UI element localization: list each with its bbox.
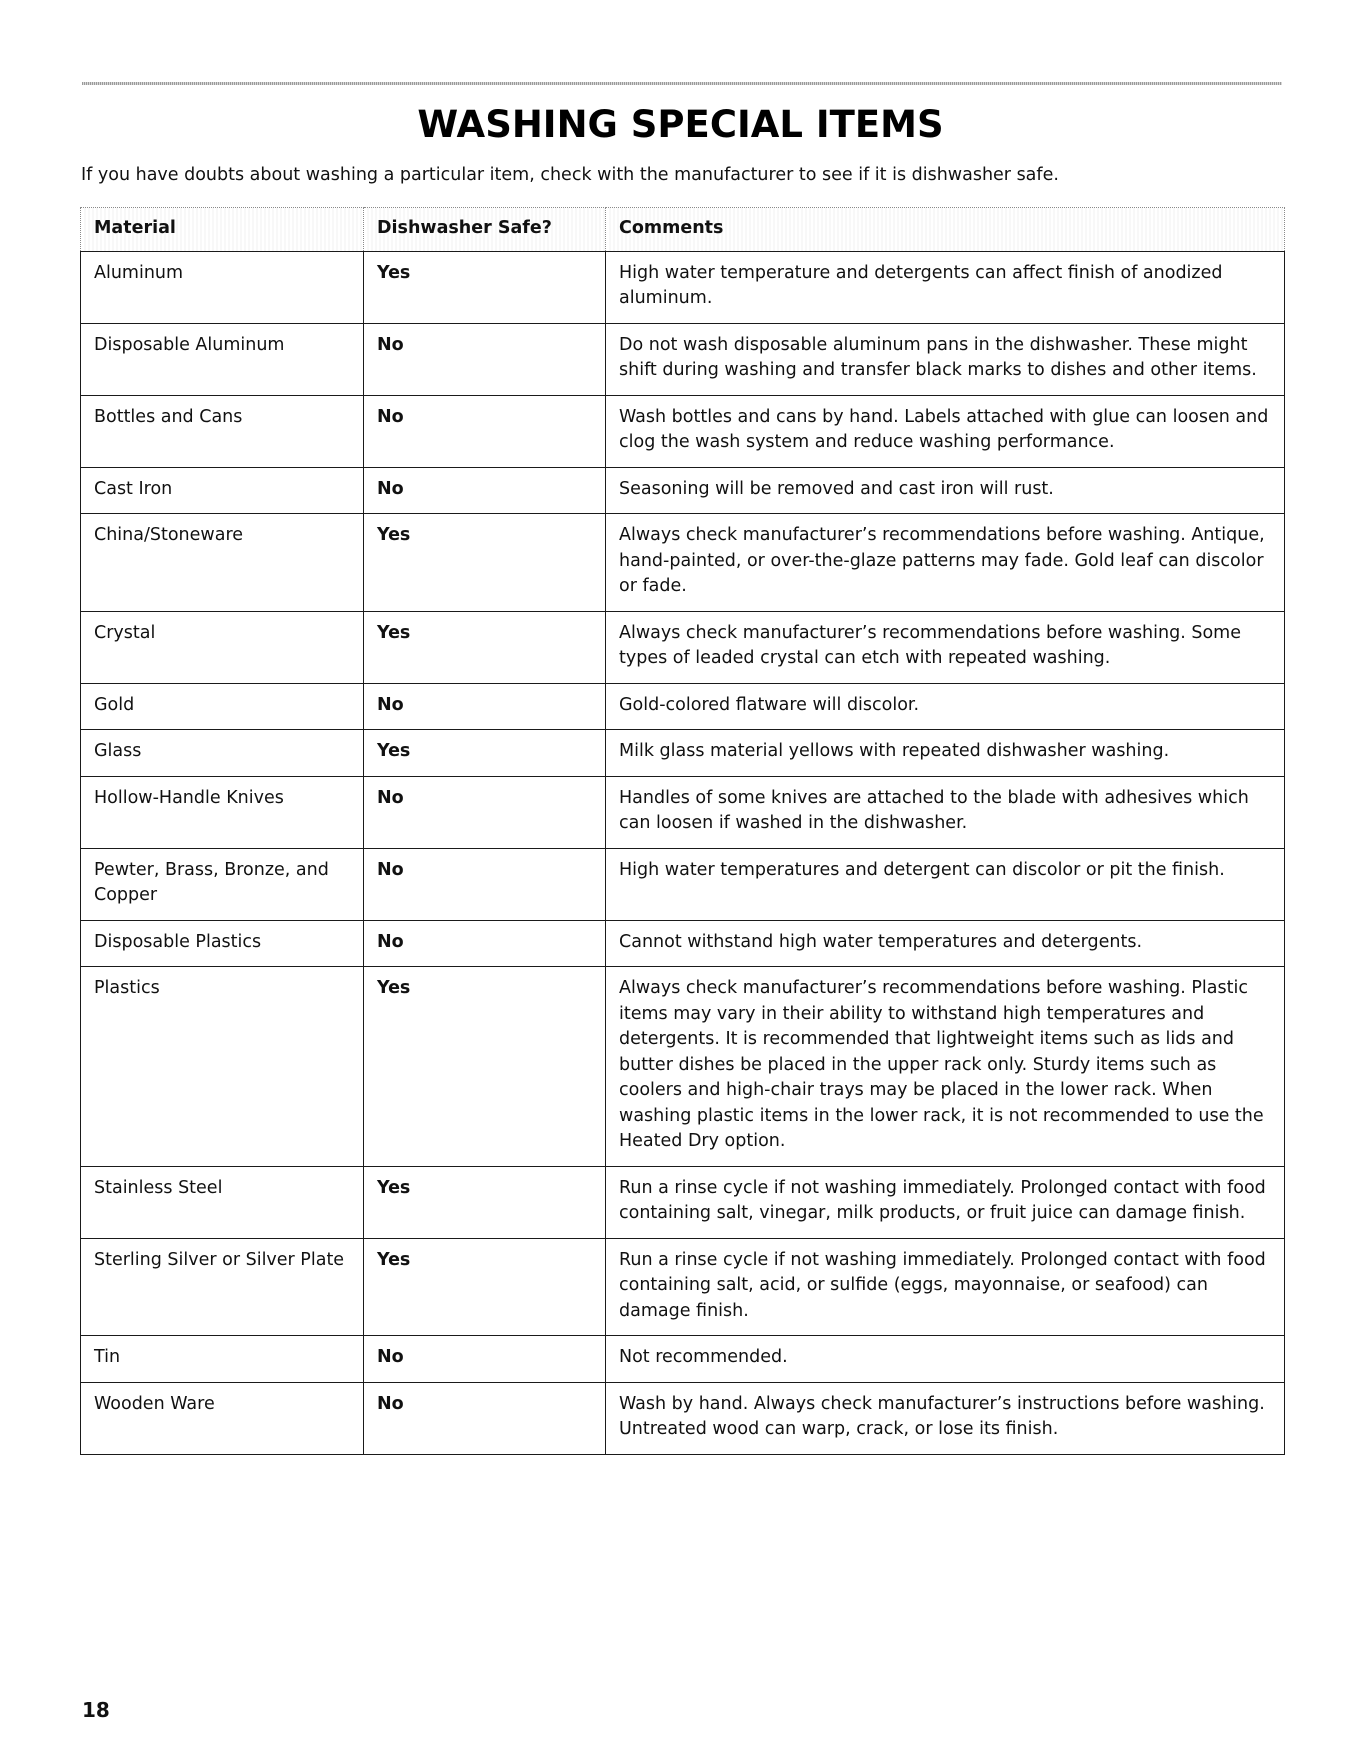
page-number: 18 bbox=[82, 1698, 110, 1722]
table-row bbox=[81, 730, 1285, 777]
safe-cell: No bbox=[364, 920, 606, 967]
material-cell: Cast Iron bbox=[81, 467, 364, 514]
material-cell: Stainless Steel bbox=[81, 1166, 364, 1238]
material-cell: Plastics bbox=[81, 967, 364, 1167]
material-cell: Glass bbox=[81, 730, 364, 777]
table-row bbox=[81, 251, 1285, 323]
material-cell: Disposable Aluminum bbox=[81, 323, 364, 395]
comment-cell: High water temperature and detergents can affect finish of anodized aluminum. bbox=[606, 251, 1285, 323]
header-material: Material bbox=[81, 208, 364, 252]
material-cell: Sterling Silver or Silver Plate bbox=[81, 1238, 364, 1336]
safe-cell: Yes bbox=[364, 730, 606, 777]
safe-cell: No bbox=[364, 776, 606, 848]
material-cell: Bottles and Cans bbox=[81, 395, 364, 467]
safe-cell: No bbox=[364, 467, 606, 514]
safe-cell: No bbox=[364, 1382, 606, 1454]
material-cell: Wooden Ware bbox=[81, 1382, 364, 1454]
comment-cell: Gold-colored flatware will discolor. bbox=[606, 683, 1285, 730]
comment-cell: Run a rinse cycle if not washing immediately. Prolonged contact with food containing salt, vinegar, milk products, or fruit juice can damage finish. bbox=[606, 1166, 1285, 1238]
safe-cell: Yes bbox=[364, 514, 606, 612]
safe-cell: No bbox=[364, 848, 606, 920]
header-dishwasher-safe: Dishwasher Safe? bbox=[364, 208, 606, 252]
comment-cell: Do not wash disposable aluminum pans in the dishwasher. These might shift during washing and transfer black marks to dishes and other items. bbox=[606, 323, 1285, 395]
materials-table bbox=[80, 207, 1285, 1455]
material-cell: Hollow-Handle Knives bbox=[81, 776, 364, 848]
material-cell: Aluminum bbox=[81, 251, 364, 323]
comment-cell: Milk glass material yellows with repeated dishwasher washing. bbox=[606, 730, 1285, 777]
comment-cell: Run a rinse cycle if not washing immediately. Prolonged contact with food containing salt, acid, or sulfide (eggs, mayonnaise, or seafood) can damage finish. bbox=[606, 1238, 1285, 1336]
comment-cell: Wash bottles and cans by hand. Labels attached with glue can loosen and clog the wash system and reduce washing performance. bbox=[606, 395, 1285, 467]
material-cell: Crystal bbox=[81, 611, 364, 683]
comment-cell: Always check manufacturer’s recommendations before washing. Some types of leaded crystal can etch with repeated washing. bbox=[606, 611, 1285, 683]
intro-text: If you have doubts about washing a particular item, check with the manufacturer to see if it is dishwasher safe. bbox=[81, 165, 1059, 185]
safe-cell: No bbox=[364, 395, 606, 467]
comment-cell: Handles of some knives are attached to the blade with adhesives which can loosen if washed in the dishwasher. bbox=[606, 776, 1285, 848]
material-cell: Tin bbox=[81, 1336, 364, 1383]
table-row bbox=[81, 323, 1285, 395]
table-header-row bbox=[81, 208, 1285, 252]
comment-cell: Not recommended. bbox=[606, 1336, 1285, 1383]
safe-cell: Yes bbox=[364, 1166, 606, 1238]
safe-cell: Yes bbox=[364, 1238, 606, 1336]
safe-cell: No bbox=[364, 1336, 606, 1383]
material-cell: Pewter, Brass, Bronze, and Copper bbox=[81, 848, 364, 920]
comment-cell: Always check manufacturer’s recommendations before washing. Plastic items may vary in their ability to withstand high temperatures and detergents. It is recommended that lightweight items such as lids and butter dishes be placed in the upper rack only. Sturdy items such as coolers and high-chair trays may be placed in the lower rack. When washing plastic items in the lower rack, it is not recommended to use the Heated Dry option. bbox=[606, 967, 1285, 1167]
material-cell: Gold bbox=[81, 683, 364, 730]
table-row bbox=[81, 395, 1285, 467]
safe-cell: Yes bbox=[364, 251, 606, 323]
table-row bbox=[81, 1166, 1285, 1238]
table-row bbox=[81, 611, 1285, 683]
table-row bbox=[81, 1382, 1285, 1454]
material-cell: Disposable Plastics bbox=[81, 920, 364, 967]
comment-cell: Cannot withstand high water temperatures and detergents. bbox=[606, 920, 1285, 967]
table-row bbox=[81, 514, 1285, 612]
comment-cell: Seasoning will be removed and cast iron will rust. bbox=[606, 467, 1285, 514]
table-row bbox=[81, 467, 1285, 514]
table-row bbox=[81, 683, 1285, 730]
header-comments: Comments bbox=[606, 208, 1285, 252]
table-row bbox=[81, 1336, 1285, 1383]
comment-cell: Wash by hand. Always check manufacturer’s instructions before washing. Untreated wood can warp, crack, or lose its finish. bbox=[606, 1382, 1285, 1454]
material-cell: China/Stoneware bbox=[81, 514, 364, 612]
table-row bbox=[81, 776, 1285, 848]
comment-cell: High water temperatures and detergent can discolor or pit the finish. bbox=[606, 848, 1285, 920]
table-row bbox=[81, 848, 1285, 920]
top-rule bbox=[82, 82, 1282, 85]
table-row bbox=[81, 920, 1285, 967]
safe-cell: Yes bbox=[364, 967, 606, 1167]
safe-cell: Yes bbox=[364, 611, 606, 683]
table-row bbox=[81, 967, 1285, 1167]
safe-cell: No bbox=[364, 323, 606, 395]
page-title: WASHING SPECIAL ITEMS bbox=[417, 103, 944, 146]
table-row bbox=[81, 1238, 1285, 1336]
safe-cell: No bbox=[364, 683, 606, 730]
comment-cell: Always check manufacturer’s recommendations before washing. Antique, hand-painted, or over-the-glaze patterns may fade. Gold leaf can discolor or fade. bbox=[606, 514, 1285, 612]
